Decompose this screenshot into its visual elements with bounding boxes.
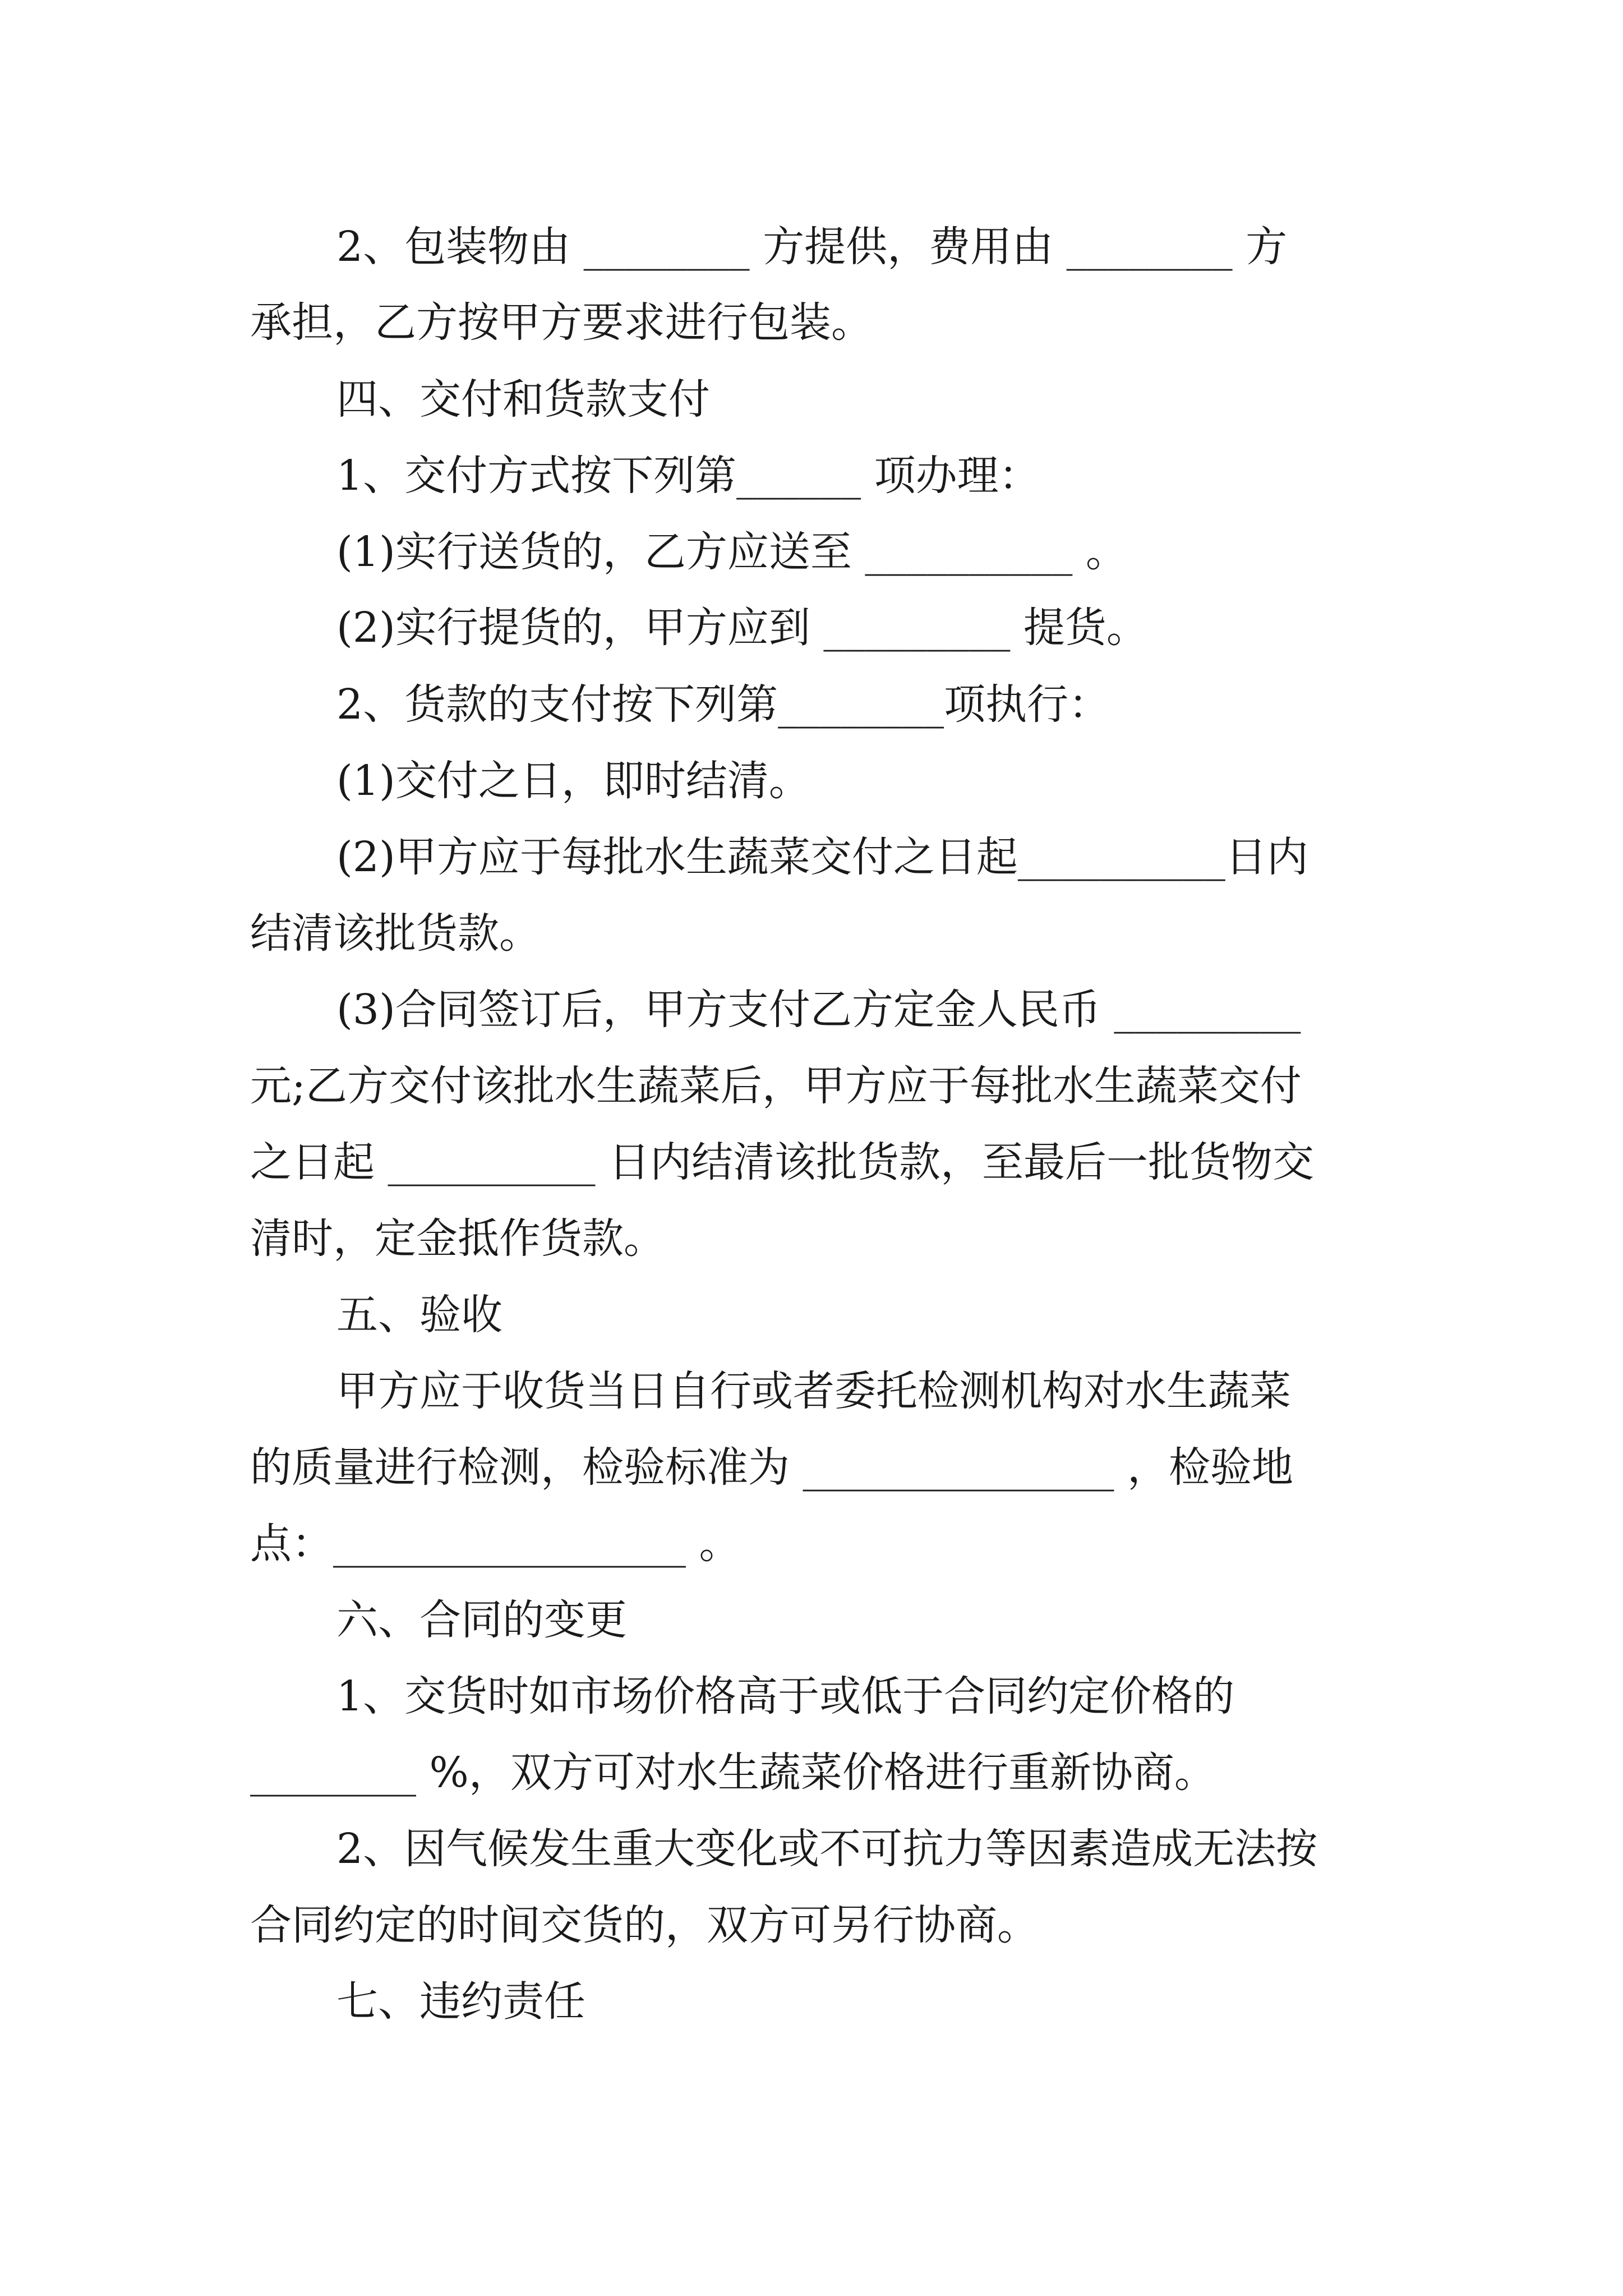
- section-heading: 四、交付和货款支付: [336, 375, 710, 424]
- text-line: ________ %，双方可对水生蔬菜价格进行重新协商。: [250, 1749, 1216, 1797]
- text-line: 2、包装物由 ________ 方提供，费用由 ________ 方: [336, 223, 1288, 271]
- text-line: 元;乙方交付该批水生蔬菜后，甲方应于每批水生蔬菜交付: [250, 1062, 1302, 1110]
- text-line: 2、因气候发生重大变化或不可抗力等因素造成无法按: [336, 1825, 1318, 1873]
- text-line: 的质量进行检测，检验标准为 _______________ ，检验地: [250, 1443, 1294, 1492]
- text-line: (3)合同签订后，甲方支付乙方定金人民币 _________: [336, 986, 1301, 1034]
- section-heading: 六、合同的变更: [336, 1596, 627, 1644]
- text-line: 结清该批货款。: [250, 909, 541, 958]
- text-line: 承担，乙方按甲方要求进行包装。: [250, 298, 873, 347]
- text-line: 合同约定的时间交货的，双方可另行协商。: [250, 1901, 1039, 1949]
- text-line: (1)实行送货的，乙方应送至 __________ 。: [336, 528, 1127, 576]
- text-line: 之日起 __________ 日内结清该批货款，至最后一批货物交: [250, 1138, 1315, 1186]
- text-line: 点：_________________ 。: [250, 1520, 741, 1568]
- section-heading: 七、违约责任: [336, 1977, 585, 2026]
- section-heading: 五、验收: [336, 1291, 502, 1339]
- text-line: 1、交付方式按下列第______ 项办理：: [336, 452, 1040, 500]
- text-line: 2、货款的支付按下列第________项执行：: [336, 680, 1110, 729]
- text-line: 清时，定金抵作货款。: [250, 1214, 665, 1263]
- text-line: 1、交货时如市场价格高于或低于合同约定价格的: [336, 1672, 1235, 1720]
- text-line: (2)实行提货的，甲方应到 _________ 提货。: [336, 604, 1148, 652]
- text-line: (2)甲方应于每批水生蔬菜交付之日起__________日内: [336, 833, 1308, 881]
- text-line: 甲方应于收货当日自行或者委托检测机构对水生蔬菜: [336, 1367, 1291, 1415]
- text-line: (1)交付之日，即时结清。: [336, 757, 810, 805]
